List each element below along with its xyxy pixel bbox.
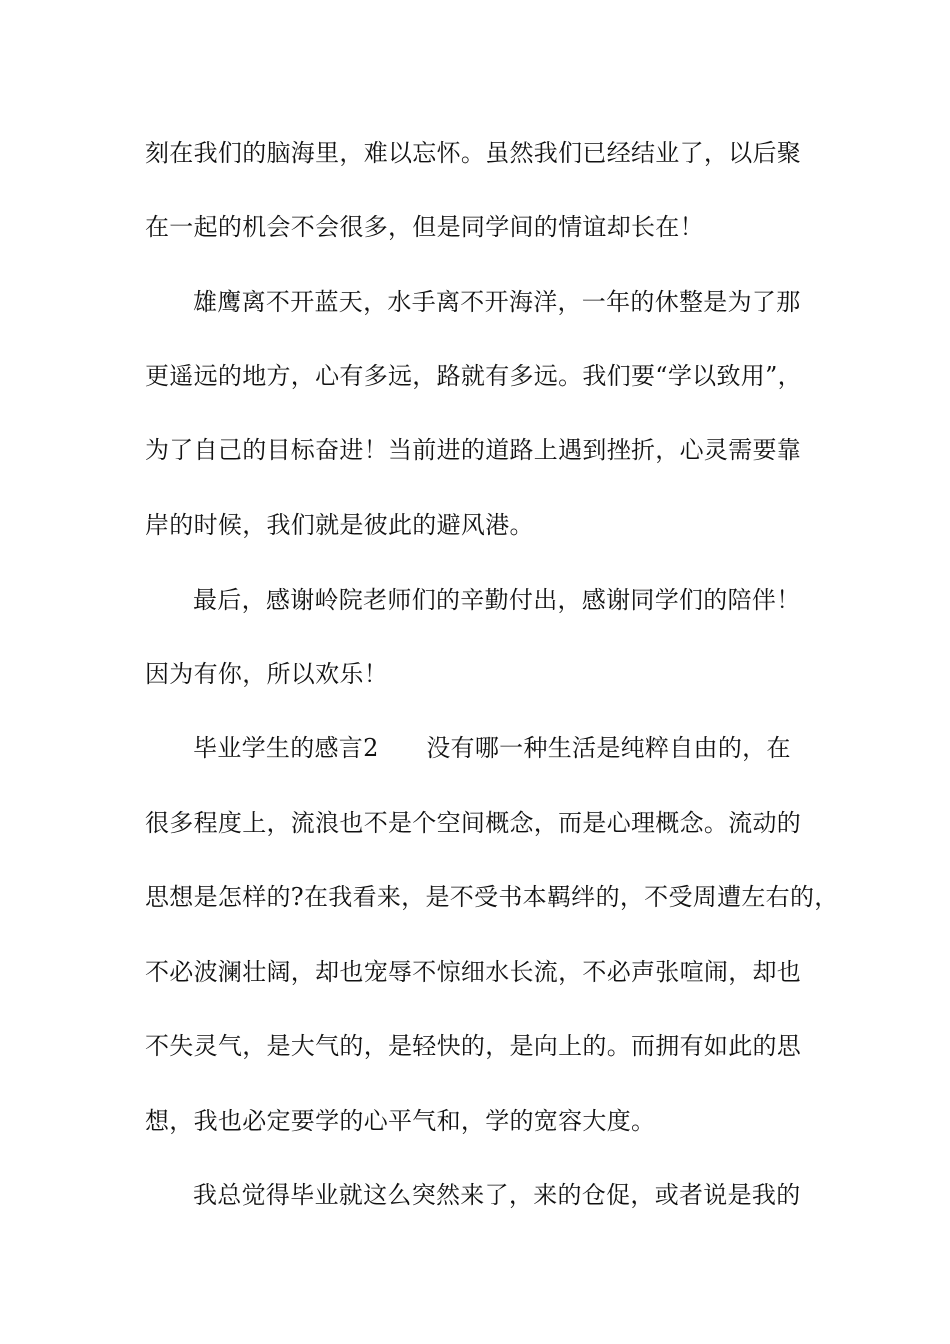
paragraph-start-line: 最后，感谢岭院老师们的辛勤付出，感谢同学们的陪伴！	[193, 586, 801, 614]
text-line: 想，我也必定要学的心平气和，学的宽容大度。	[145, 1107, 656, 1135]
text-line: 很多程度上，流浪也不是个空间概念，而是心理概念。流动的	[145, 809, 802, 837]
text-line: 不必波澜壮阔，却也宠辱不惊细水长流，不必声张喧闹，却也	[145, 958, 802, 986]
text-line: 为了自己的目标奋进！当前进的道路上遇到挫折，心灵需要靠	[145, 436, 802, 464]
paragraph-start-line: 雄鹰离不开蓝天，水手离不开海洋，一年的休整是为了那	[193, 288, 801, 316]
text-line: 在一起的机会不会很多，但是同学间的情谊却长在！	[145, 213, 704, 241]
text-line: 不失灵气，是大气的，是轻快的，是向上的。而拥有如此的思	[145, 1032, 802, 1060]
text-line: 岸的时候，我们就是彼此的避风港。	[145, 511, 534, 539]
paragraph-start-line: 我总觉得毕业就这么突然来了，来的仓促，或者说是我的	[193, 1181, 801, 1209]
section-heading-line: 毕业学生的感言2 没有哪一种生活是纯粹自由的，在	[193, 734, 791, 762]
text-line: 更遥远的地方，心有多远，路就有多远。我们要“学以致用”，	[145, 362, 802, 390]
text-line: 因为有你，所以欢乐！	[145, 660, 388, 688]
text-line: 刻在我们的脑海里，难以忘怀。虽然我们已经结业了，以后聚	[145, 139, 802, 167]
text-line: 思想是怎样的?在我看来，是不受书本羁绊的，不受周遭左右的，	[145, 883, 839, 911]
